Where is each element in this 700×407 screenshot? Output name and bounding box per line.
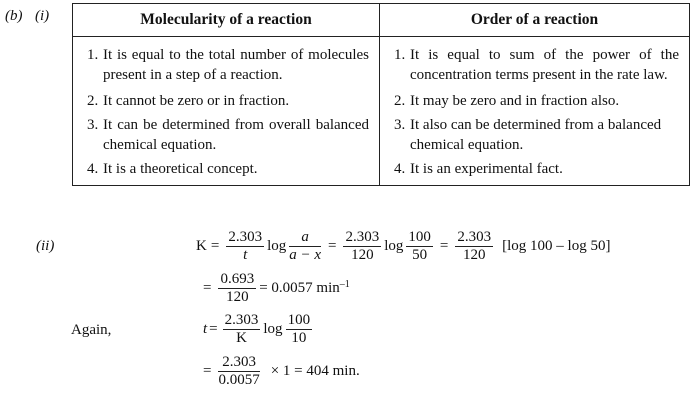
- bracket-expression: [log 100 – log 50]: [502, 238, 611, 254]
- numerator: 2.303: [222, 354, 256, 370]
- equals: =: [439, 238, 449, 254]
- table-row: [73, 37, 690, 86]
- denominator: 50: [412, 247, 428, 263]
- item-text: It cannot be zero or in fraction.: [103, 93, 290, 109]
- result: = 0.0057 min: [259, 280, 340, 296]
- denominator: 120: [226, 289, 249, 305]
- numerator: 100: [287, 312, 311, 328]
- comparison-table: [72, 3, 690, 186]
- fraction: [218, 354, 259, 389]
- list-item: [87, 45, 369, 85]
- fraction: [289, 229, 321, 264]
- item-text: It may be zero and in fraction also.: [410, 93, 620, 109]
- item-number: 2.: [394, 93, 406, 109]
- list-item: [394, 45, 679, 85]
- item-number: 1.: [394, 47, 406, 63]
- fraction: [455, 229, 493, 264]
- log: log: [263, 321, 283, 337]
- denominator: 120: [351, 247, 374, 263]
- denominator: a − x: [289, 247, 322, 263]
- fraction: [406, 229, 433, 264]
- item-number: 2.: [87, 93, 99, 109]
- equation-line-4: [203, 354, 360, 389]
- numerator: 2.303: [228, 229, 263, 245]
- list-item: [87, 159, 369, 179]
- denominator: 0.0057: [218, 372, 260, 388]
- numerator: 0.693: [220, 271, 255, 287]
- numerator: 2.303: [457, 229, 492, 245]
- item-text: It is equal to sum of the power of the concentration terms present in the rate law.: [410, 47, 679, 83]
- equation-line-3: [203, 312, 315, 347]
- equals: =: [209, 321, 218, 337]
- item-number: 1.: [87, 47, 99, 63]
- list-item: [394, 159, 679, 179]
- denominator: 120: [463, 247, 486, 263]
- list-item: [87, 115, 369, 155]
- exponent: –1: [339, 279, 350, 290]
- list-item: [87, 91, 369, 111]
- item-text: It is equal to the total number of molecules present in a step of a reaction.: [103, 47, 369, 83]
- log: log: [384, 238, 404, 254]
- fraction: [223, 312, 261, 347]
- equals: =: [328, 238, 337, 254]
- equation-line-2: [203, 271, 350, 306]
- equals: =: [210, 238, 220, 254]
- denominator: t: [243, 247, 248, 263]
- lhs: K: [196, 238, 207, 254]
- header-molecularity: Molecularity of a reaction: [73, 4, 380, 37]
- denominator: K: [236, 330, 247, 346]
- item-number: 4.: [394, 161, 406, 177]
- numerator: 2.303: [224, 312, 259, 328]
- list-item: [394, 91, 679, 111]
- item-text: It also can be determined from a balanced chemical equation.: [410, 117, 662, 153]
- part-label: (b): [5, 8, 23, 24]
- item-number: 3.: [87, 117, 99, 133]
- item-text: It is an experimental fact.: [410, 161, 563, 177]
- fraction: [218, 271, 256, 306]
- table-row: [73, 155, 690, 186]
- table-row: [73, 111, 690, 155]
- list-item: [394, 115, 679, 155]
- fraction: [343, 229, 381, 264]
- log: log: [267, 238, 287, 254]
- item-text: It is a theoretical concept.: [103, 161, 258, 177]
- item-number: 3.: [394, 117, 406, 133]
- equation-line-1: [196, 229, 610, 264]
- item-number: 4.: [87, 161, 99, 177]
- item-text: It can be determined from overall balanced chemical equation.: [103, 117, 369, 153]
- table-row: [73, 91, 690, 111]
- sub-ii-label: (ii): [36, 238, 55, 254]
- equals: =: [203, 280, 212, 296]
- header-order: Order of a reaction: [380, 4, 690, 37]
- numerator: 100: [408, 229, 431, 245]
- result: × 1 = 404 min.: [270, 363, 360, 379]
- equals: =: [203, 363, 212, 379]
- lhs: t: [203, 321, 208, 337]
- fraction: [226, 229, 264, 264]
- numerator: 2.303: [345, 229, 380, 245]
- fraction: [286, 312, 313, 347]
- numerator: a: [301, 229, 309, 245]
- again-label: Again,: [71, 322, 112, 338]
- denominator: 10: [291, 330, 307, 346]
- sub-i-label: (i): [35, 8, 50, 24]
